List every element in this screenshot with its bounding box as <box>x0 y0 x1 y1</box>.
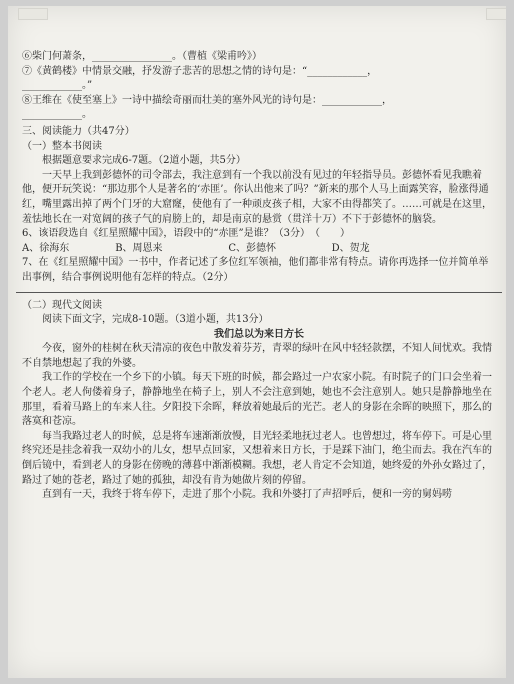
article-paragraph: 直到有一天，我终于将车停下，走进了那个小院。我和外婆打了声招呼后，便和一旁的舅妈唠 <box>42 489 452 501</box>
subsection-heading: （二）现代文阅读 <box>22 299 102 311</box>
article-paragraph: 每当我路过老人的时候，总是将车速渐渐放慢，目光轻柔地抚过老人。也曾想过，将车停下。可是心里终究还是挂念着我一双幼小的儿女，想早点回家，又想着来日方长，于是踩下油门，绝尘而去。我在汽车的倒后镜中，看到老人的身影在傍晚的薄暮中渐渐模糊。我想，老人肯定不会知道，她终爱的外孙女路过了，路过了她的苍老，路过了她的孤独，却没有肯为她做片刻的停留。 <box>22 430 492 486</box>
question-line: ⑧王维在《使至塞上》一诗中描绘奇丽而壮美的塞外风光的诗句是：____________， <box>22 94 392 106</box>
option-c: C、彭德怀 <box>228 242 277 254</box>
article-paragraph: 今夜，窗外的桂树在秋天清凉的夜色中散发着芬芳，青翠的绿叶在风中轻轻款摆，不知人间忧欢。我情不自禁地想起了我的外婆。 <box>22 343 492 369</box>
subsection-heading: （一）整本书阅读 <box>22 140 102 152</box>
option-b: B、周恩来 <box>115 242 163 254</box>
options-row <box>22 242 496 257</box>
article-paragraph: 我工作的学校在一个乡下的小镇。每天下班的时候，都会路过一户农家小院。有时院子的门口会坐着一个老人。老人佝偻着身子，静静地坐在椅子上，别人不会注意到她，她也不会注意别人。她只是静静地坐在那里，看着马路上的车来人往。夕阳投下余晖，释放着她最后的光芒。老人的身影在余晖的映照下，那么的落寞和苍凉。 <box>22 372 492 428</box>
question-line: ⑥柴门何萧条，________________。（曹植《梁甫吟》） <box>22 51 262 62</box>
question-line: ⑦《黄鹤楼》中情景交融，抒发游子悲苦的思想之情的诗句是：“____________， <box>22 65 378 77</box>
article-title: 我们总以为来日方长 <box>214 328 304 340</box>
question-6: 6、该语段选自《红星照耀中国》，语段中的“赤匪”是谁？（3分） （ ） <box>22 228 350 240</box>
top-scan-mark <box>18 8 48 20</box>
instruction: 阅读下面文字，完成8-10题。（3道小题，共13分） <box>42 314 269 326</box>
page-text <box>22 50 496 503</box>
section-divider <box>16 292 502 293</box>
question-line: ____________。 <box>22 109 92 121</box>
reading-passage: 一天早上我到彭德怀的司令部去，我注意到有一个我以前没有见过的年轻指导员。彭德怀看见我瞧着他，便开玩笑说：“那边那个人是著名的‘赤匪’。你认出他来了吗？”新来的那个人马上面露笑容，脸涨得通红，嘴里露出掉了两个门牙的大窟窿，使他有了一种顽皮孩子相，大家不由得都笑了。……可就是在这里，羞怯地长在一对宽阔的孩子气的肩膀上的，却是南京的悬赏（贯洋十万）不下于彭德怀的脑袋。 <box>22 169 492 225</box>
exam-sheet <box>8 6 506 678</box>
instruction: 根据题意要求完成6-7题。（2道小题，共5分） <box>42 155 246 167</box>
option-d: D、贺龙 <box>331 242 370 254</box>
question-7: 7、在《红星照耀中国》一书中，作者记述了多位红军领袖，他们都非常有特点。请你再选择一位并简单举出事例，结合事例说明他有怎样的特点。（2分） <box>22 257 489 283</box>
question-line: ____________。” <box>22 80 93 92</box>
top-scan-mark <box>486 8 506 20</box>
section-heading: 三、阅读能力（共47分） <box>22 125 135 137</box>
option-a: A、徐海东 <box>22 242 70 254</box>
